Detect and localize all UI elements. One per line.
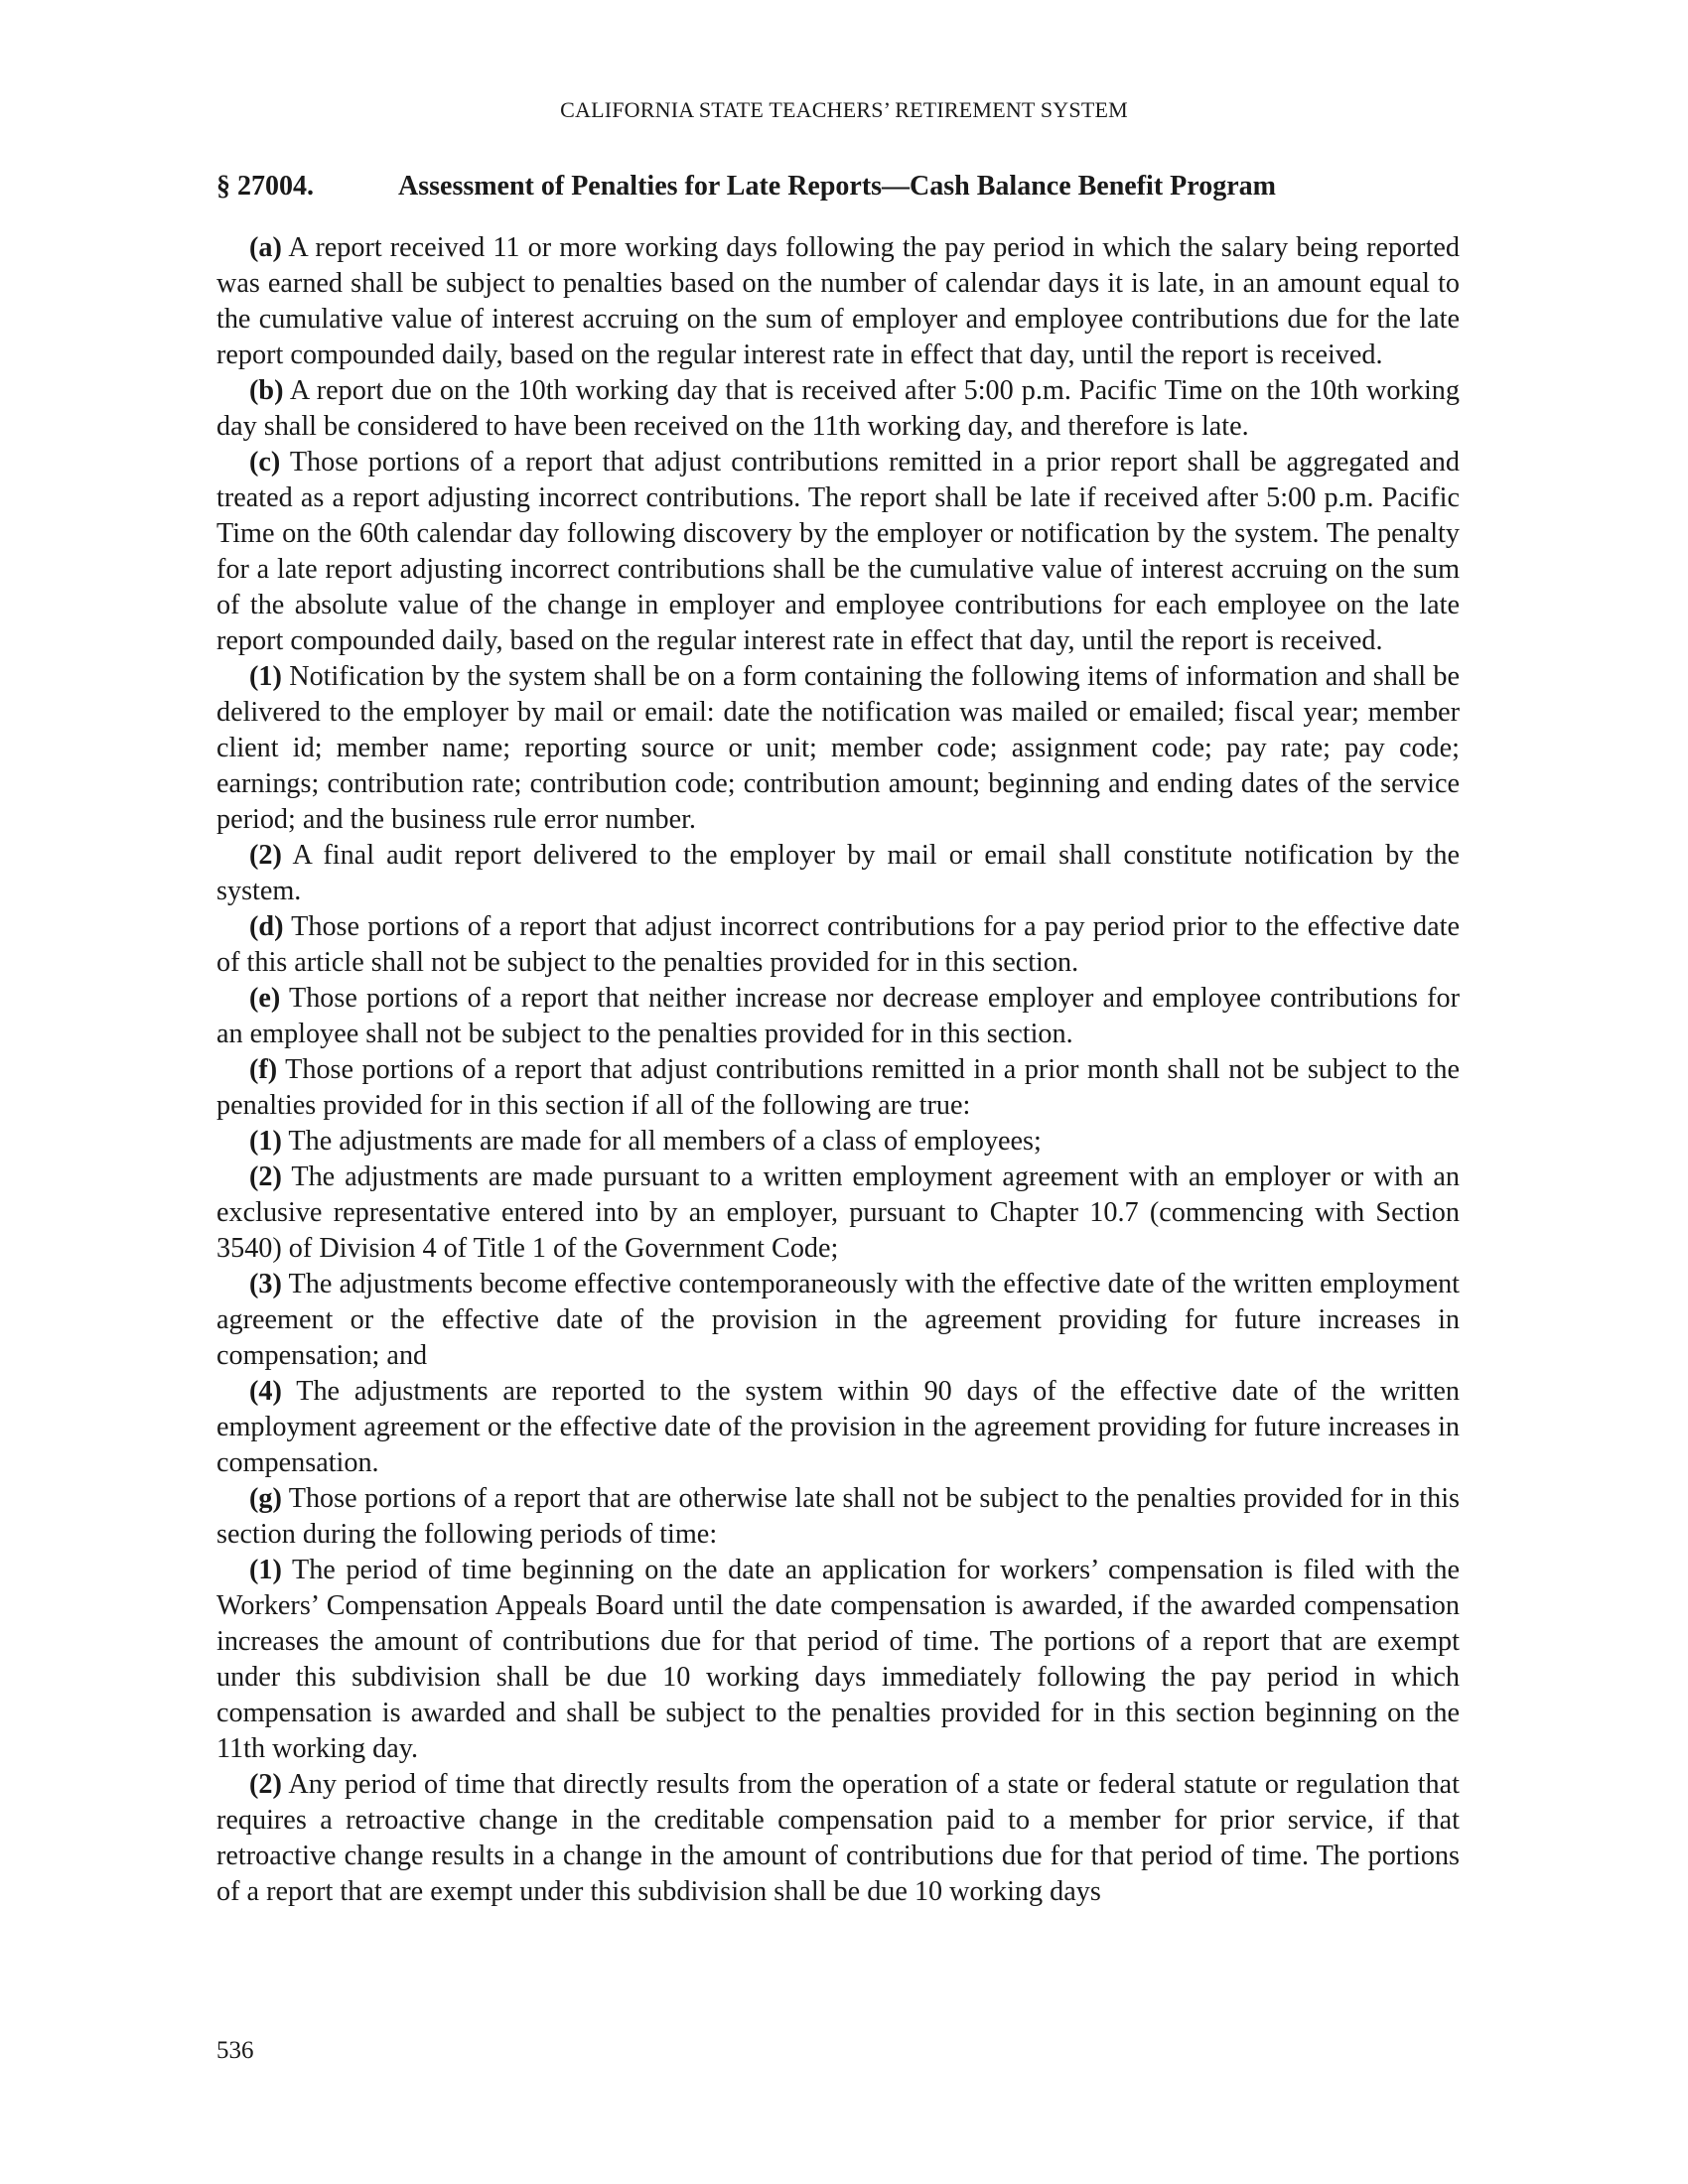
- section-body: [216, 230, 1460, 1910]
- section-number: § 27004.: [216, 171, 314, 202]
- section-title: Assessment of Penalties for Late Reports—Cash Balance Benefit Program: [398, 171, 1276, 202]
- paragraph-label: (2): [249, 840, 282, 871]
- section-heading: [216, 171, 1458, 203]
- paragraph-text: Those portions of a report that adjust incorrect contributions for a pay period prior to the effective date of this article shall not be subject to the penalties provided for in this section.: [216, 911, 1460, 978]
- paragraph-e: [216, 981, 1460, 1052]
- paragraph-c-1: [216, 659, 1460, 838]
- paragraph-text: Those portions of a report that neither increase nor decrease employer and employee contributions for an employee shall not be subject to the penalties provided for in this section.: [216, 983, 1460, 1049]
- paragraph-text: A report received 11 or more working days following the pay period in which the salary being reported was earned shall be subject to penalties based on the number of calendar days it is late, in an amount equal to the cumulative value of interest accruing on the sum of employer and employee contributions due for the late report compounded daily, based on the regular interest rate in effect that day, until the report is received.: [216, 232, 1460, 370]
- paragraph-label: (1): [249, 1555, 282, 1585]
- paragraph-g: [216, 1481, 1460, 1553]
- paragraph-label: (a): [249, 232, 282, 263]
- paragraph-c-2: [216, 838, 1460, 909]
- paragraph-text: Notification by the system shall be on a form containing the following items of information and shall be delivered to the employer by mail or email: date the notification was mailed or emailed; fiscal year; member client id; member name; reporting source or unit; member code; assignment code; pay rate; pay code; earnings; contribution rate; contribution code; contribution amount; beginning and ending dates of the service period; and the business rule error number.: [216, 661, 1460, 835]
- paragraph-label: (1): [249, 661, 282, 692]
- paragraph-text: The adjustments are made for all members of a class of employees;: [281, 1126, 1042, 1157]
- paragraph-text: The adjustments are made pursuant to a written employment agreement with an employer or with an exclusive representative entered into by an employer, pursuant to Chapter 10.7 (commencing with Section 3540) of Division 4 of Title 1 of the Government Code;: [216, 1161, 1460, 1264]
- paragraph-label: (f): [249, 1054, 278, 1085]
- paragraph-label: (1): [249, 1126, 282, 1157]
- paragraph-label: (e): [249, 983, 281, 1014]
- paragraph-label: (c): [249, 447, 281, 478]
- running-head: CALIFORNIA STATE TEACHERS’ RETIREMENT SYSTEM: [560, 97, 1128, 122]
- paragraph-f: [216, 1052, 1460, 1124]
- paragraph-label: (2): [249, 1769, 282, 1800]
- paragraph-text: Those portions of a report that adjust contributions remitted in a prior month shall not be subject to the penalties provided for in this section if all of the following are true:: [216, 1054, 1460, 1121]
- paragraph-text: Those portions of a report that adjust contributions remitted in a prior report shall be aggregated and treated as a report adjusting incorrect contributions. The report shall be late if received after 5:00 p.m. Pacific Time on the 60th calendar day following discovery by the employer or notification by the system. The penalty for a late report adjusting incorrect contributions shall be the cumulative value of interest accruing on the sum of the absolute value of the change in employer and employee contributions for each employee on the late report compounded daily, based on the regular interest rate in effect that day, until the report is received.: [216, 447, 1460, 656]
- paragraph-text: Those portions of a report that are otherwise late shall not be subject to the penalties provided for in this section during the following periods of time:: [216, 1483, 1460, 1550]
- paragraph-text: The adjustments are reported to the system within 90 days of the effective date of the written employment agreement or the effective date of the provision in the agreement providing for future increases in compensation.: [216, 1376, 1460, 1478]
- paragraph-g-2: [216, 1767, 1460, 1910]
- paragraph-label: (2): [249, 1161, 282, 1192]
- paragraph-g-1: [216, 1553, 1460, 1767]
- paragraph-label: (4): [249, 1376, 282, 1407]
- page-number: 536: [216, 2037, 254, 2064]
- paragraph-label: (b): [249, 375, 284, 406]
- paragraph-f-1: [216, 1124, 1460, 1160]
- paragraph-a: [216, 230, 1460, 373]
- paragraph-text: A report due on the 10th working day that is received after 5:00 p.m. Pacific Time on the 10th working day shall be considered to have been received on the 11th working day, and therefore is late.: [216, 375, 1460, 442]
- paragraph-f-3: [216, 1267, 1460, 1374]
- paragraph-c: [216, 445, 1460, 659]
- paragraph-f-4: [216, 1374, 1460, 1481]
- paragraph-label: (d): [249, 911, 284, 942]
- paragraph-d: [216, 909, 1460, 981]
- paragraph-text: The period of time beginning on the date an application for workers’ compensation is filed with the Workers’ Compensation Appeals Board until the date compensation is awarded, if the awarded compensation increases the amount of contributions due for that period of time. The portions of a report that are exempt under this subdivision shall be due 10 working days immediately following the pay period in which compensation is awarded and shall be subject to the penalties provided for in this section beginning on the 11th working day.: [216, 1555, 1460, 1764]
- paragraph-f-2: [216, 1160, 1460, 1267]
- paragraph-b: [216, 373, 1460, 445]
- paragraph-label: (g): [249, 1483, 282, 1514]
- paragraph-text: A final audit report delivered to the employer by mail or email shall constitute notification by the system.: [216, 840, 1460, 906]
- paragraph-text: Any period of time that directly results from the operation of a state or federal statute or regulation that requires a retroactive change in the creditable compensation paid to a member for prior service, if that retroactive change results in a change in the amount of contributions due for that period of time. The portions of a report that are exempt under this subdivision shall be due 10 working days: [216, 1769, 1460, 1907]
- paragraph-text: The adjustments become effective contemporaneously with the effective date of the written employment agreement or the effective date of the provision in the agreement providing for future increases in compensation; and: [216, 1269, 1460, 1371]
- paragraph-label: (3): [249, 1269, 282, 1299]
